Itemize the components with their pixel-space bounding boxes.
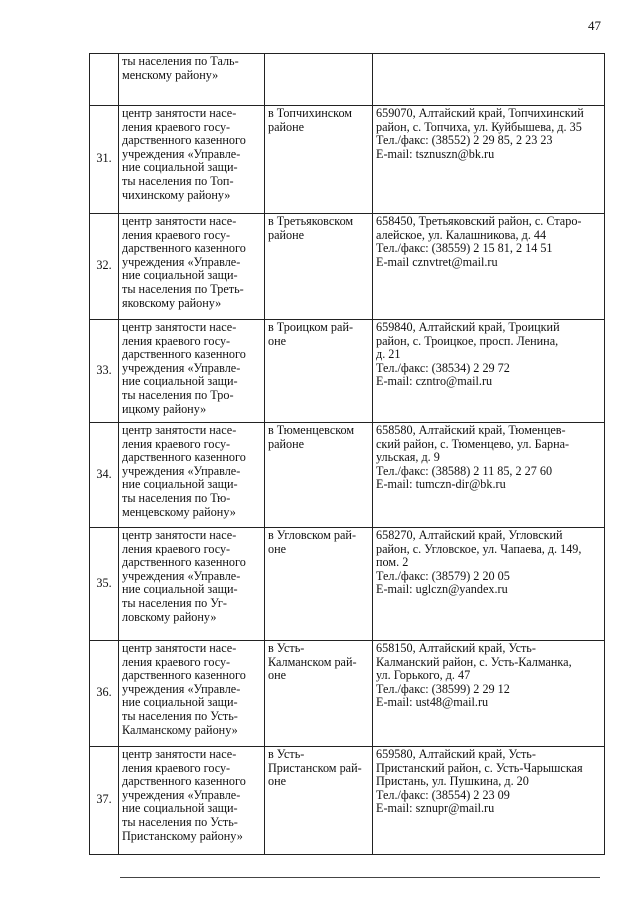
organization-line: ние социальной защи- bbox=[122, 160, 238, 175]
organization-line: учреждения «Управле- bbox=[122, 568, 241, 583]
address-line: район, с. Угловское, ул. Чапаева, д. 149, bbox=[376, 541, 582, 556]
organization-line: ты населения по Усть- bbox=[122, 814, 238, 829]
area-cell bbox=[265, 528, 373, 641]
address-line: 658450, Третьяковский район, с. Старо- bbox=[376, 214, 582, 228]
area-cell bbox=[265, 747, 373, 855]
organization-line: ты населения по Треть- bbox=[122, 281, 244, 296]
address-line: Тел./факс: (38552) 2 29 85, 2 23 23 bbox=[376, 133, 553, 148]
area-line: оне bbox=[268, 541, 287, 556]
area-line: районе bbox=[268, 119, 305, 134]
organization-line: ты населения по Топ- bbox=[122, 173, 234, 188]
organization-line: учреждения «Управле- bbox=[122, 146, 241, 161]
row-number: 32. bbox=[90, 214, 119, 320]
area-cell bbox=[265, 423, 373, 528]
table-row bbox=[90, 528, 605, 641]
table-row bbox=[90, 423, 605, 528]
address-line: район, с. Топчиха, ул. Куйбышева, д. 35 bbox=[376, 119, 582, 134]
organization-line: ние социальной защи- bbox=[122, 695, 238, 710]
employment-centers-table bbox=[89, 53, 605, 855]
organization-line: дарственного казенного bbox=[122, 133, 246, 148]
organization-line: чихинскому району» bbox=[122, 187, 231, 202]
address-line: 659580, Алтайский край, Усть- bbox=[376, 747, 536, 761]
organization-cell bbox=[119, 528, 265, 641]
organization-line: ты населения по Усть- bbox=[122, 708, 238, 723]
row-number: 37. bbox=[90, 747, 119, 855]
organization-line: ние социальной защи- bbox=[122, 477, 238, 492]
address-line: Тел./факс: (38554) 2 23 09 bbox=[376, 787, 510, 802]
address-cell bbox=[373, 320, 605, 423]
organization-line: дарственного казенного bbox=[122, 668, 246, 683]
organization-line: Калманскому району» bbox=[122, 722, 238, 737]
address-line: Тел./факс: (38599) 2 29 12 bbox=[376, 681, 510, 696]
address-line: 658150, Алтайский край, Усть- bbox=[376, 641, 536, 655]
address-line: ский район, с. Тюменцево, ул. Барна- bbox=[376, 436, 570, 451]
organization-line: дарственного казенного bbox=[122, 450, 246, 465]
address-line: E-mail: ust48@mail.ru bbox=[376, 695, 489, 710]
organization-line: менскому району» bbox=[122, 67, 219, 82]
footer-divider bbox=[120, 877, 600, 878]
area-line: в Тюменцевском bbox=[268, 423, 355, 437]
address-line: алейское, ул. Калашникова, д. 44 bbox=[376, 227, 547, 242]
address-cell bbox=[373, 747, 605, 855]
row-number: 34. bbox=[90, 423, 119, 528]
area-line: в Усть- bbox=[268, 641, 305, 655]
organization-line: Пристанскому району» bbox=[122, 828, 243, 843]
area-line: в Троицком рай- bbox=[268, 320, 354, 334]
table-body bbox=[90, 54, 605, 855]
organization-line: дарственного казенного bbox=[122, 347, 246, 362]
organization-line: ты населения по Тю- bbox=[122, 490, 231, 505]
address-line: пом. 2 bbox=[376, 555, 409, 570]
organization-line: ления краевого госу- bbox=[122, 227, 231, 242]
area-cell bbox=[265, 54, 373, 106]
area-line: в Усть- bbox=[268, 747, 305, 761]
address-cell bbox=[373, 528, 605, 641]
area-line: оне bbox=[268, 333, 287, 348]
organization-line: ты населения по Тро- bbox=[122, 387, 234, 402]
organization-line: центр занятости насе- bbox=[122, 214, 237, 228]
organization-line: центр занятости насе- bbox=[122, 423, 237, 437]
address-line: E-mail: uglczn@yandex.ru bbox=[376, 582, 508, 597]
address-line: Пристань, ул. Пушкина, д. 20 bbox=[376, 774, 529, 789]
organization-line: центр занятости насе- bbox=[122, 747, 237, 761]
address-line: ульская, д. 9 bbox=[376, 450, 440, 465]
area-line: Пристанском рай- bbox=[268, 760, 362, 775]
address-cell bbox=[373, 641, 605, 747]
address-line: Тел./факс: (38534) 2 29 72 bbox=[376, 360, 510, 375]
organization-line: ты населения по Уг- bbox=[122, 595, 227, 610]
address-line: 659840, Алтайский край, Троицкий bbox=[376, 320, 560, 334]
organization-line: ления краевого госу- bbox=[122, 333, 231, 348]
area-line: оне bbox=[268, 774, 287, 789]
organization-line: учреждения «Управле- bbox=[122, 254, 241, 269]
organization-line: дарственного казенного bbox=[122, 555, 246, 570]
organization-line: ние социальной защи- bbox=[122, 374, 238, 389]
area-line: в Угловском рай- bbox=[268, 528, 357, 542]
address-line: E-mail: sznupr@mail.ru bbox=[376, 801, 495, 816]
address-line: ул. Горького, д. 47 bbox=[376, 668, 471, 683]
address-line: 658270, Алтайский край, Угловский bbox=[376, 528, 563, 542]
address-line: д. 21 bbox=[376, 347, 401, 362]
address-line: 658580, Алтайский край, Тюменцев- bbox=[376, 423, 566, 437]
organization-line: яковскому району» bbox=[122, 295, 222, 310]
table-row bbox=[90, 320, 605, 423]
table-row bbox=[90, 214, 605, 320]
address-line: Тел./факс: (38559) 2 15 81, 2 14 51 bbox=[376, 241, 553, 256]
area-line: районе bbox=[268, 227, 305, 242]
organization-line: центр занятости насе- bbox=[122, 106, 237, 120]
organization-line: учреждения «Управле- bbox=[122, 681, 241, 696]
area-cell bbox=[265, 214, 373, 320]
address-line: Калманский район, с. Усть-Калманка, bbox=[376, 654, 572, 669]
address-line: E-mail cznvtret@mail.ru bbox=[376, 254, 498, 269]
organization-line: ицкому району» bbox=[122, 401, 207, 416]
organization-line: ты населения по Таль- bbox=[122, 54, 239, 68]
organization-line: ления краевого госу- bbox=[122, 436, 231, 451]
organization-line: центр занятости насе- bbox=[122, 528, 237, 542]
organization-line: учреждения «Управле- bbox=[122, 787, 241, 802]
organization-cell bbox=[119, 54, 265, 106]
organization-line: ления краевого госу- bbox=[122, 760, 231, 775]
row-number: 33. bbox=[90, 320, 119, 423]
table-row-continuation bbox=[90, 54, 605, 106]
area-line: районе bbox=[268, 436, 305, 451]
address-cell bbox=[373, 54, 605, 106]
row-number: 36. bbox=[90, 641, 119, 747]
row-number bbox=[90, 54, 119, 106]
organization-line: учреждения «Управле- bbox=[122, 463, 241, 478]
address-line: Тел./факс: (38588) 2 11 85, 2 27 60 bbox=[376, 463, 553, 478]
organization-line: ловскому району» bbox=[122, 609, 217, 624]
organization-cell bbox=[119, 641, 265, 747]
organization-cell bbox=[119, 214, 265, 320]
table-row bbox=[90, 747, 605, 855]
organization-line: ления краевого госу- bbox=[122, 541, 231, 556]
organization-line: ления краевого госу- bbox=[122, 119, 231, 134]
address-line: E-mail: tumczn-dir@bk.ru bbox=[376, 477, 506, 492]
table-row bbox=[90, 106, 605, 214]
row-number: 35. bbox=[90, 528, 119, 641]
area-line: в Третьяковском bbox=[268, 214, 354, 228]
address-line: E-mail: czntro@mail.ru bbox=[376, 374, 493, 389]
area-cell bbox=[265, 320, 373, 423]
organization-cell bbox=[119, 423, 265, 528]
area-line: в Топчихинском bbox=[268, 106, 353, 120]
organization-cell bbox=[119, 106, 265, 214]
organization-line: ние социальной защи- bbox=[122, 801, 238, 816]
organization-line: центр занятости насе- bbox=[122, 320, 237, 334]
address-line: 659070, Алтайский край, Топчихинский bbox=[376, 106, 584, 120]
address-cell bbox=[373, 214, 605, 320]
organization-line: ние социальной защи- bbox=[122, 268, 238, 283]
page-number: 47 bbox=[588, 18, 601, 33]
organization-line: дарственного казенного bbox=[122, 774, 246, 789]
area-line: оне bbox=[268, 668, 287, 683]
organization-line: ние социальной защи- bbox=[122, 582, 238, 597]
row-number: 31. bbox=[90, 106, 119, 214]
address-line: Тел./факс: (38579) 2 20 05 bbox=[376, 568, 510, 583]
address-line: Пристанский район, с. Усть-Чарышская bbox=[376, 760, 583, 775]
table-row bbox=[90, 641, 605, 747]
area-line: Калманском рай- bbox=[268, 654, 357, 669]
address-line: район, с. Троицкое, просп. Ленина, bbox=[376, 333, 559, 348]
organization-line: центр занятости насе- bbox=[122, 641, 237, 655]
organization-cell bbox=[119, 320, 265, 423]
organization-line: учреждения «Управле- bbox=[122, 360, 241, 375]
address-cell bbox=[373, 423, 605, 528]
organization-line: менцевскому району» bbox=[122, 504, 236, 519]
organization-line: дарственного казенного bbox=[122, 241, 246, 256]
address-line: E-mail: tsznuszn@bk.ru bbox=[376, 146, 495, 161]
organization-line: ления краевого госу- bbox=[122, 654, 231, 669]
organization-cell bbox=[119, 747, 265, 855]
address-cell bbox=[373, 106, 605, 214]
area-cell bbox=[265, 106, 373, 214]
area-cell bbox=[265, 641, 373, 747]
